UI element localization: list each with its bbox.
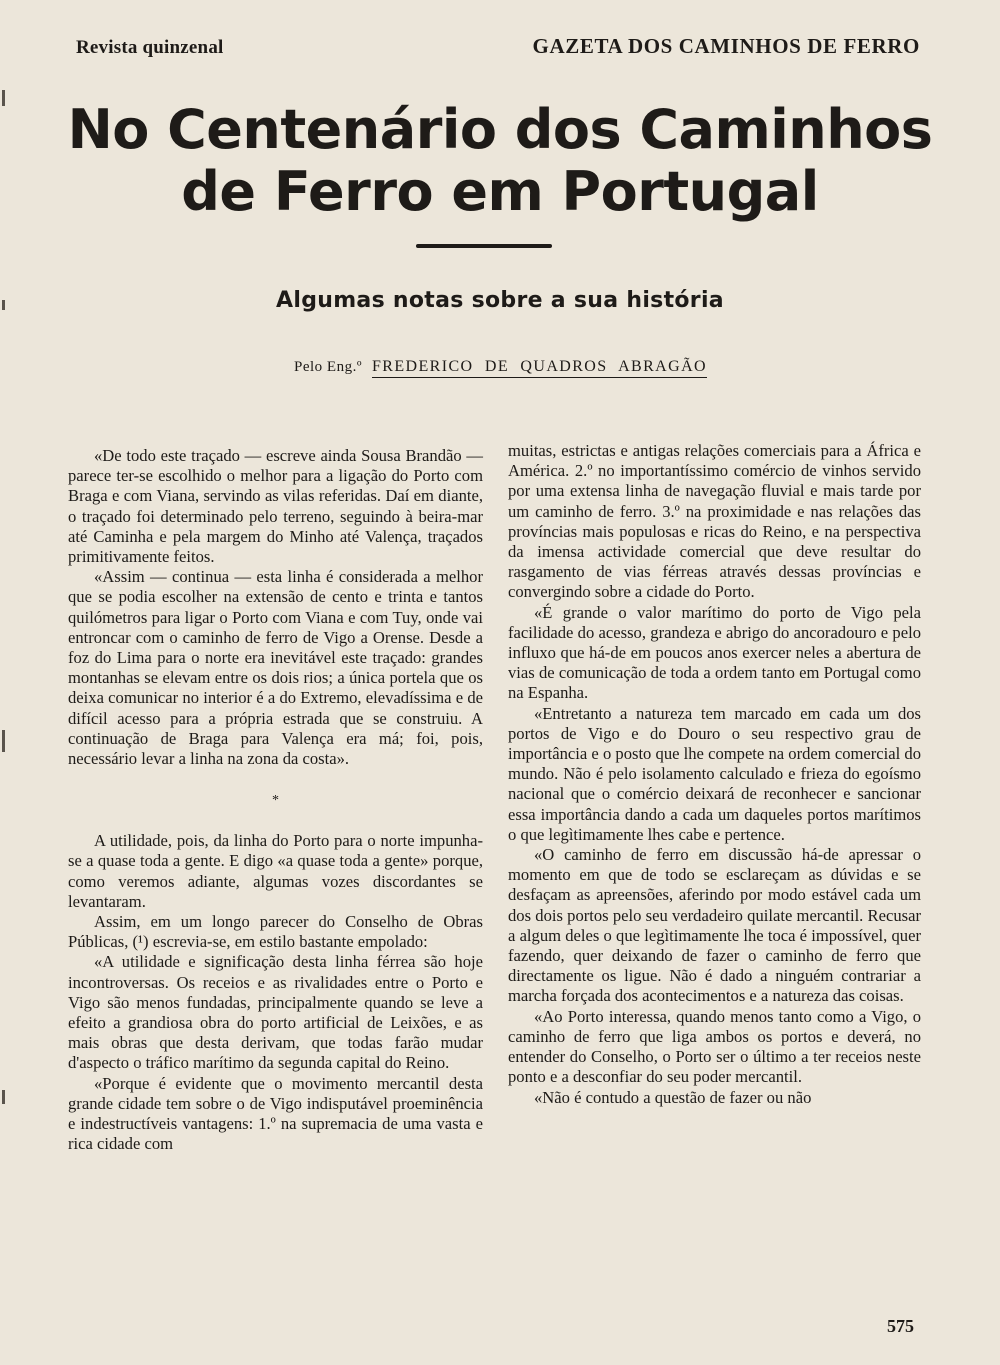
- byline: [294, 358, 707, 376]
- margin-mark: [2, 90, 5, 106]
- paragraph: «Entretanto a natureza tem marcado em cada um dos portos de Vigo e do Douro o seu respectivo grau de importância e o posto que lhe compete na ordem comercial do mundo. Não é pelo isolamento calculado e frieza do egoísmo nacional que o comércio deixará de reconhecer e sancionar essa importância dando a cada um daqueles portos marítimos o que legìtimamente lhes cabe e pertence.: [508, 703, 921, 844]
- article-title-line-2: de Ferro em Portugal: [181, 160, 819, 223]
- paragraph: «A utilidade e significação desta linha férrea são hoje incontroversas. Os receios e as rivalidades entre o Porto e Vigo são menos fundadas, principalmente quando se leve a efeito a grandiosa obra do porto artificial de Leixões, e as mais obras que desta derivam, que todas farão mudar d'aspecto o tráfico marítimo da segunda capital do Reino.: [68, 952, 483, 1073]
- article-title-line-1: No Centenário dos Caminhos: [67, 98, 933, 161]
- paragraph: muitas, estrictas e antigas relações comerciais para a África e América. 2.º no importantíssimo comércio de vinhos servido por uma extensa linha de navegação fluvial e mais tarde por um caminho de ferro. 3.º na proximidade e nas relações das províncias mais populosas e ricas do Reino, e na perspectiva da imensa actividade comercial que deve resultar do rasgamento de vias férreas através dessas províncias e convergindo sobre a cidade do Porto.: [508, 441, 921, 602]
- right-column: [508, 441, 921, 1108]
- title-divider: [416, 244, 552, 248]
- section-separator: *: [272, 793, 279, 809]
- article-subtitle: Algumas notas sobre a sua história: [276, 288, 724, 313]
- paragraph: Assim, em um longo parecer do Conselho de Obras Públicas, (¹) escrevia-se, em estilo bastante empolado:: [68, 912, 483, 952]
- paragraph: «De todo este traçado — escreve ainda Sousa Brandão — parece ter-se escolhido o melhor para a ligação do Porto com Braga e com Viana, servindo as vilas referidas. Daí em diante, o traçado foi determinado pelo terreno, seguindo à beira-mar até Caminha e pela margem do Minho até Valença, traçados primitivamente feitos.: [68, 446, 483, 567]
- paragraph: «Assim — continua — esta linha é considerada a melhor que se podia escolher na extensão de cento e trinta e tantos quilómetros para ligar o Porto com Viana e com Tuy, onde vai entroncar com o caminho de ferro de Vigo a Orense. Desde a foz do Lima para o norte era inevitável este traçado: grandes montanhas se elevam entre os dois rios; a única portela que os deixa comunicar no interior é a do Extremo, elevadíssima e de difícil acesso para a própria estrada que se construiu. A continuação de Braga para Valença era má; foi, pois, necessário levar a linha na zona da costa».: [68, 567, 483, 769]
- paragraph: «Porque é evidente que o movimento mercantil desta grande cidade tem sobre o de Vigo indisputável proeminência e indestructíveis vantagens: 1.º na supremacia de uma vasta e rica cidade com: [68, 1073, 483, 1154]
- paragraph: «Não é contudo a questão de fazer ou não: [534, 1087, 812, 1107]
- publication-name: GAZETA DOS CAMINHOS DE FERRO: [532, 34, 920, 58]
- paragraph: «É grande o valor marítimo do porto de Vigo pela facilidade do acesso, grandeza e abrigo do ancoradouro e pelo influxo que há-de em poucos anos exercer neles a abertura de vias de comunicação de toda a ordem tanto em Portugal como na Espanha.: [508, 602, 921, 703]
- author-name: FREDERICO DE QUADROS ABRAGÃO: [372, 358, 707, 378]
- left-column: [68, 446, 483, 1155]
- byline-prefix: Pelo Eng.º: [294, 359, 362, 375]
- paragraph: A utilidade, pois, da linha do Porto para o norte impunha-se a quase toda a gente. E digo «a quase toda a gente» porque, como veremos adiante, algumas vozes discordantes se levantaram.: [68, 831, 483, 911]
- margin-mark: [2, 730, 5, 752]
- periodicity-label: Revista quinzenal: [76, 37, 224, 58]
- paragraph: «Ao Porto interessa, quando menos tanto como a Vigo, o caminho de ferro que liga ambos os portos e deverá, no entender do Conselho, o Porto ser o último a ter receios neste ponto e a desconfiar do seu poder mercantil.: [508, 1006, 921, 1087]
- page-number: 575: [887, 1316, 914, 1336]
- paragraph: «O caminho de ferro em discussão há-de apressar o momento em que de todo se esclareçam as dúvidas e se desfaçam as apreensões, aferindo por modo estável cada um dos dois portos pelo seu verdadeiro quilate mercantil. Recusar a algum deles o que legìtimamente lhe toca é impossível, quer fazendo, quer deixando de fazer o caminho de ferro que directamente os ligue. Não é dado a ninguém contrariar a marcha forçada dos acontecimentos e a natureza das coisas.: [508, 845, 921, 1006]
- margin-mark: [2, 1090, 5, 1104]
